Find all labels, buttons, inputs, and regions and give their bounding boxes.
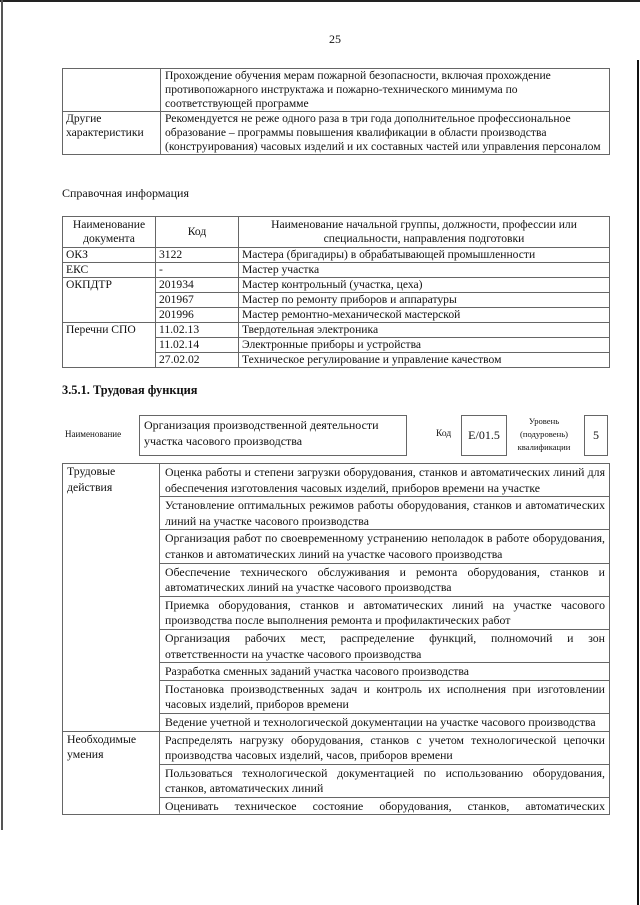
skill-item: Оценивать техническое состояние оборудования, станков, автоматических (160, 797, 610, 815)
doc-cell: Перечни СПО (63, 322, 156, 367)
row-text: Рекомендуется не реже одного раза в три года дополнительное профессиональное образование – программы повышения квалификации в области производства (конструирования) часовых изделий и их составных частей или управления персоналом (161, 112, 610, 155)
table-row (63, 262, 610, 277)
level-label-line: Уровень (528, 416, 560, 426)
table-row (63, 731, 610, 764)
doc-cell: ОКПДТР (63, 277, 156, 322)
code-cell: 27.02.02 (156, 352, 239, 367)
reference-title: Справочная информация (62, 186, 189, 200)
labor-action-item: Организация рабочих мест, распределение функций, полномочий и зон ответственности на участке часового производства (160, 629, 610, 662)
labor-action-item: Установление оптимальных режимов работы оборудования, станков и автоматических линий на участке часового производства (160, 497, 610, 530)
name-cell: Мастер участка (239, 262, 610, 277)
function-title: 3.5.1. Трудовая функция (62, 383, 198, 397)
labor-action-item: Организация работ по своевременному устранению неполадок в работе оборудования, станков и автоматических линий на участке часового производства (160, 530, 610, 563)
function-code-label: Код (436, 429, 452, 439)
doc-cell: ЕКС (63, 262, 156, 277)
name-cell: Мастер контрольный (участка, цеха) (239, 277, 610, 292)
doc-cell: ОКЗ (63, 247, 156, 262)
labor-actions-label: Трудовые действия (63, 464, 160, 732)
code-cell: 11.02.14 (156, 337, 239, 352)
code-cell: 201967 (156, 292, 239, 307)
header-doc: Наименование документа (63, 217, 156, 248)
level-label-line: квалификации (517, 442, 571, 452)
skill-item: Пользоваться технологической документацией по использованию оборудования, станков, автоматических линий (160, 764, 610, 797)
function-name-box: Организация производственной деятельности участка часового производства (139, 415, 407, 456)
code-cell: - (156, 262, 239, 277)
function-details-table (62, 463, 610, 815)
labor-action-item: Постановка производственных задач и контроль их исполнения при изготовлении часовых изделий, приборов времени (160, 680, 610, 713)
continuation-table (62, 68, 610, 155)
code-cell: 201996 (156, 307, 239, 322)
row-label: Другие характеристики (63, 112, 161, 155)
labor-action-item: Приемка оборудования, станков и автоматических линий на участке часового производства после выполнения ремонта и профилактических работ (160, 596, 610, 629)
table-row (63, 112, 610, 155)
code-cell: 11.02.13 (156, 322, 239, 337)
skill-item: Распределять нагрузку оборудования, станков с учетом технологической цепочки производства часовых изделий, часов, приборов времени (160, 731, 610, 764)
header-name: Наименование начальной группы, должности, профессии или специальности, направления подготовки (239, 217, 610, 248)
name-cell: Мастера (бригадиры) в обрабатывающей промышленности (239, 247, 610, 262)
header-code: Код (156, 217, 239, 248)
function-level-box: 5 (584, 415, 608, 456)
labor-action-item: Обеспечение технического обслуживания и ремонта оборудования, станков и автоматических линий на участке часового производства (160, 563, 610, 596)
table-header-row (63, 217, 610, 248)
name-cell: Мастер ремонтно-механической мастерской (239, 307, 610, 322)
table-row (63, 277, 610, 292)
level-label-line: (подуровень) (520, 429, 568, 439)
labor-action-item: Ведение учетной и технологической документации на участке часового производства (160, 713, 610, 731)
reference-table (62, 216, 610, 368)
name-cell: Электронные приборы и устройства (239, 337, 610, 352)
code-cell: 3122 (156, 247, 239, 262)
page-frame-top (0, 0, 640, 2)
page-number: 25 (329, 32, 341, 46)
function-name-label: Наименование (65, 429, 122, 439)
row-label (63, 69, 161, 112)
page-frame-left (1, 0, 3, 830)
code-cell: 201934 (156, 277, 239, 292)
labor-action-item: Оценка работы и степени загрузки оборудования, станков и автоматических линий для обеспечения изготовления часовых изделий, приборов времени на участке (160, 464, 610, 497)
name-cell: Техническое регулирование и управление качеством (239, 352, 610, 367)
labor-action-item: Разработка сменных заданий участка часового производства (160, 663, 610, 681)
name-cell: Твердотельная электроника (239, 322, 610, 337)
table-row (63, 464, 610, 497)
page-frame-right (637, 60, 639, 905)
skills-label: Необходимые умения (63, 731, 160, 815)
table-row (63, 69, 610, 112)
name-cell: Мастер по ремонту приборов и аппаратуры (239, 292, 610, 307)
row-text: Прохождение обучения мерам пожарной безопасности, включая прохождение противопожарного инструктажа и пожарно-технического минимума по соответствующей программе (161, 69, 610, 112)
table-row (63, 247, 610, 262)
table-row (63, 322, 610, 337)
function-code-box: E/01.5 (461, 415, 507, 456)
function-level-label (508, 415, 580, 454)
